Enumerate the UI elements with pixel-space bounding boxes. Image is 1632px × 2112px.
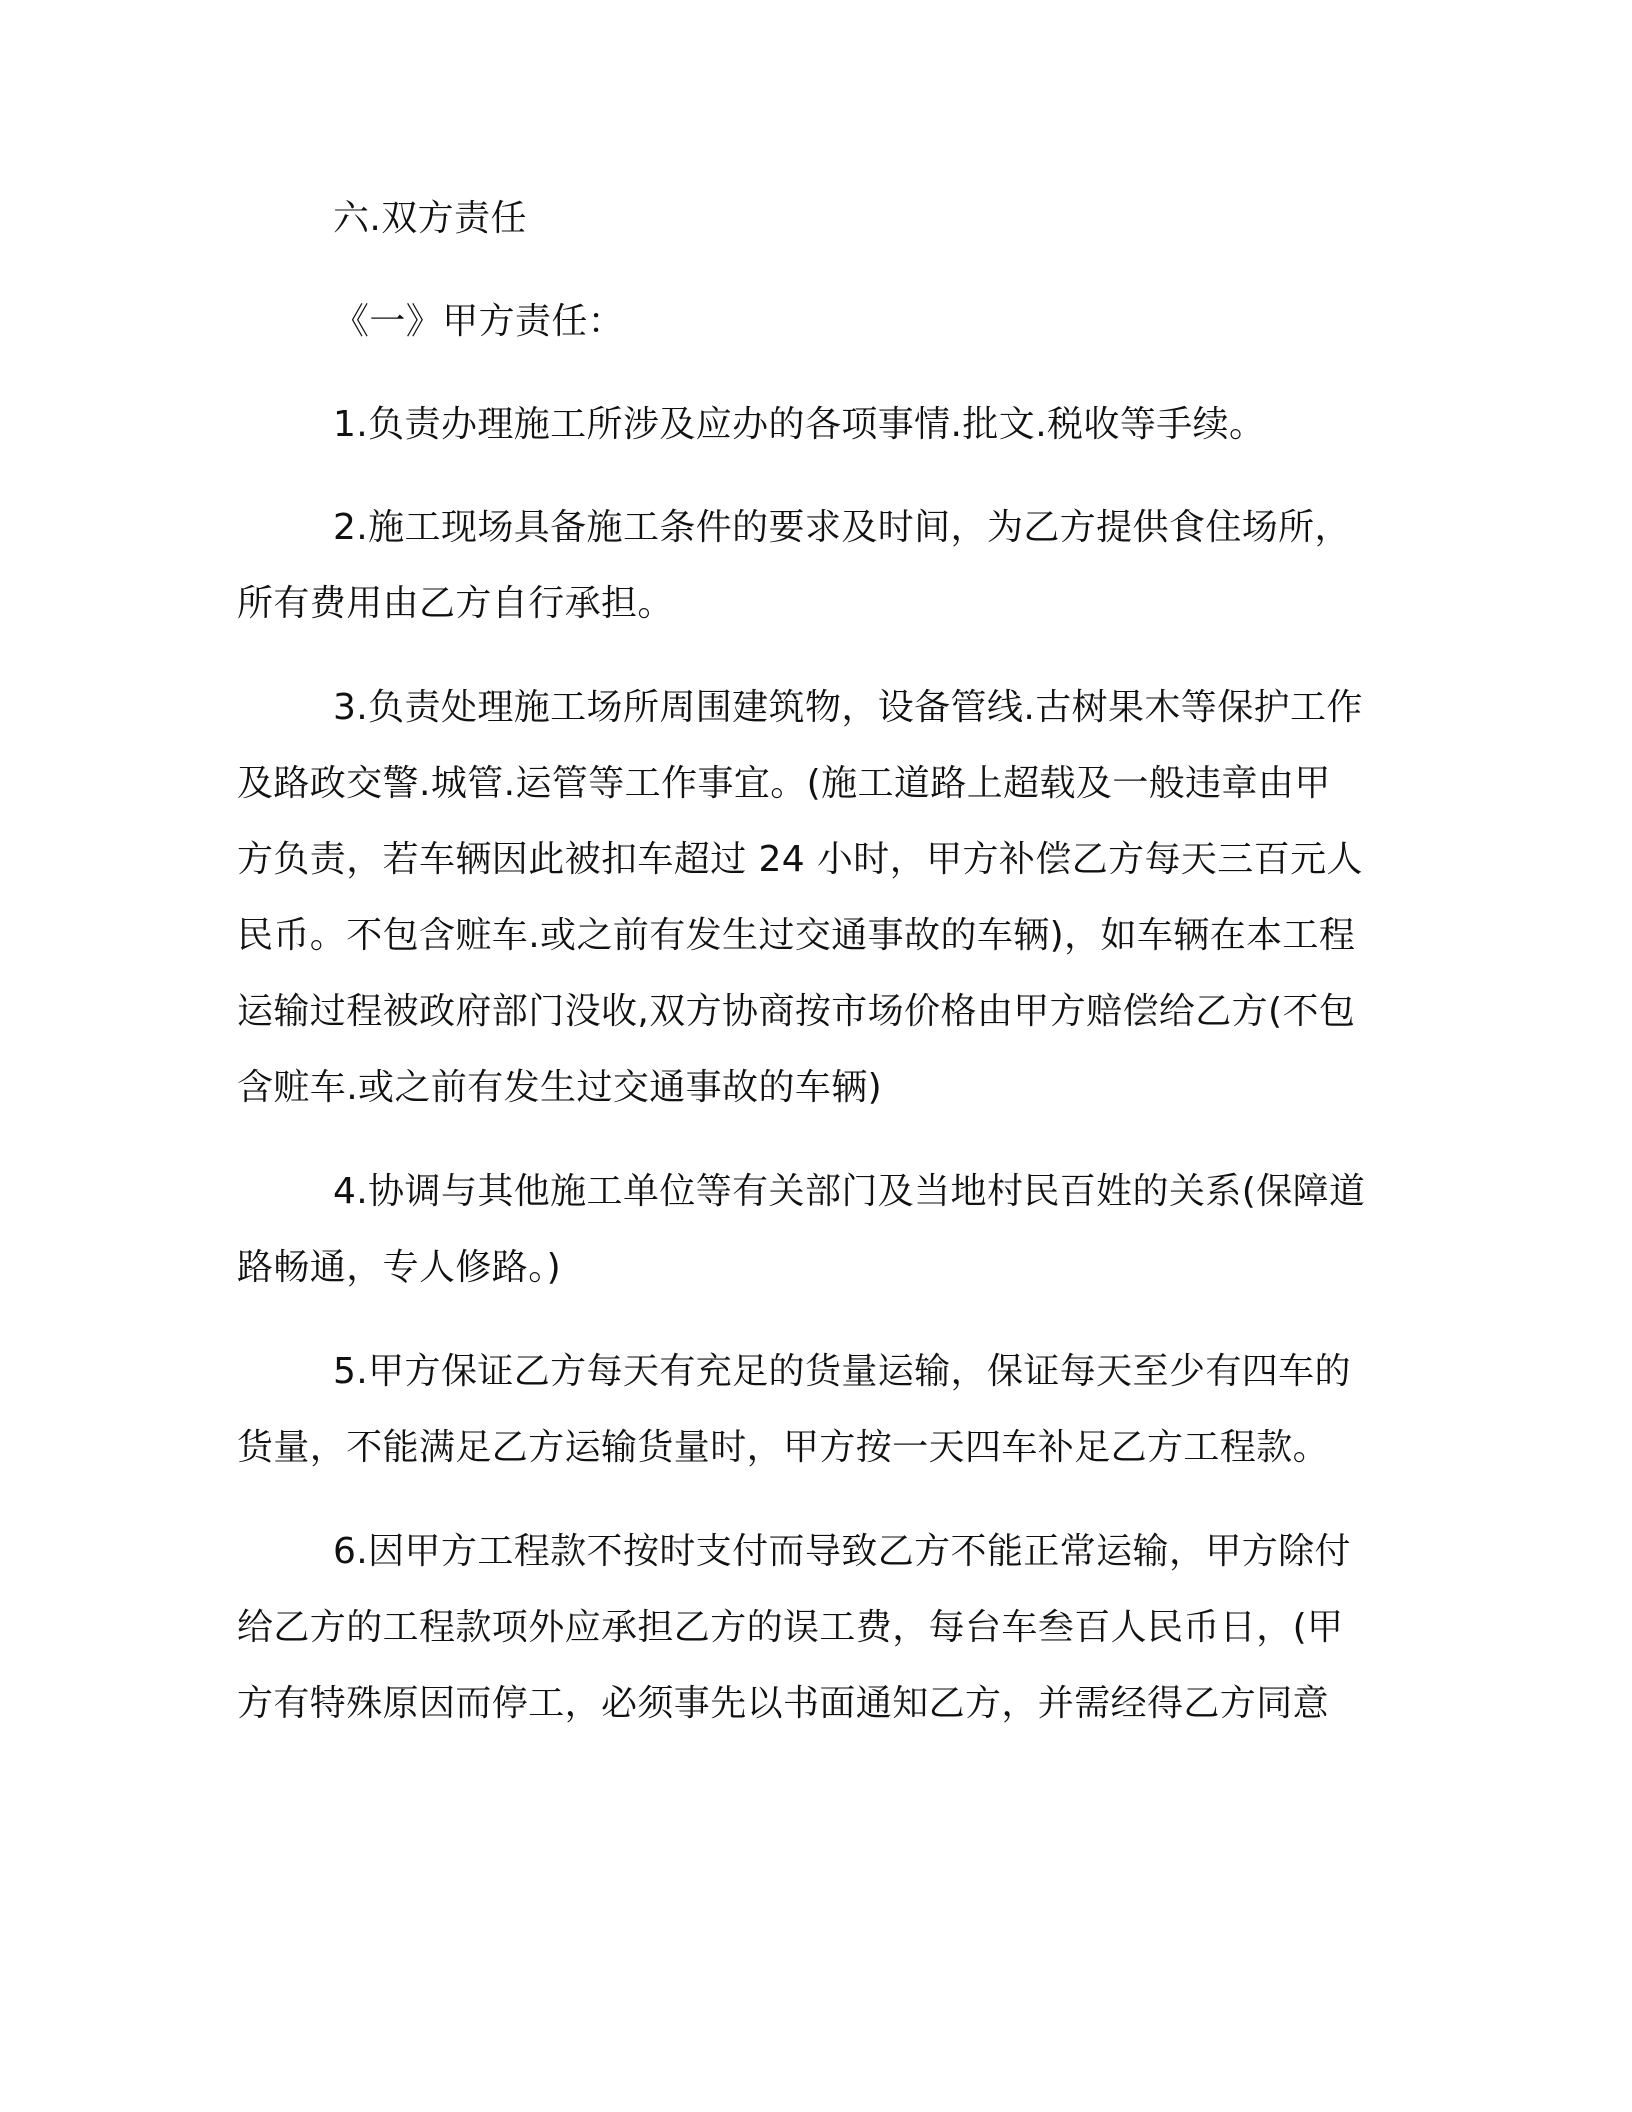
- item-6-line-3: 方有特殊原因而停工，必须事先以书面通知乙方，并需经得乙方同意: [237, 1683, 1330, 1724]
- item-3-line-4: 民币。不包含赃车.或之前有发生过交通事故的车辆)，如车辆在本工程: [237, 915, 1356, 956]
- item-3-line-3: 方负责，若车辆因此被扣车超过 24 小时，甲方补偿乙方每天三百元人: [237, 839, 1363, 880]
- item-5-line-2: 货量，不能满足乙方运输货量时，甲方按一天四车补足乙方工程款。: [237, 1427, 1330, 1468]
- item-4-line-2: 路畅通，专人修路。): [237, 1247, 562, 1288]
- item-3-line-2: 及路政交警.城管.运管等工作事宜。(施工道路上超载及一般违章由甲: [237, 763, 1331, 804]
- item-2-line-2: 所有费用由乙方自行承担。: [237, 583, 674, 624]
- item-3-line-1: 3.负责处理施工场所周围建筑物，设备管线.古树果木等保护工作: [333, 687, 1363, 728]
- section-title: 六.双方责任: [333, 198, 527, 239]
- subsection-title: 《一》甲方责任：: [333, 301, 625, 342]
- item-1-line-1: 1.负责办理施工所涉及应办的各项事情.批文.税收等手续。: [333, 404, 1266, 445]
- item-2-line-1: 2.施工现场具备施工条件的要求及时间，为乙方提供食住场所，: [333, 507, 1351, 548]
- item-3-line-6: 含赃车.或之前有发生过交通事故的车辆): [237, 1067, 883, 1108]
- item-5-line-1: 5.甲方保证乙方每天有充足的货量运输，保证每天至少有四车的: [333, 1351, 1351, 1392]
- item-6-line-2: 给乙方的工程款项外应承担乙方的误工费，每台车叁百人民币日，(甲: [237, 1607, 1344, 1648]
- item-4-line-1: 4.协调与其他施工单位等有关部门及当地村民百姓的关系(保障道: [333, 1171, 1366, 1212]
- item-6-line-1: 6.因甲方工程款不按时支付而导致乙方不能正常运输，甲方除付: [333, 1531, 1351, 1572]
- item-3-line-5: 运输过程被政府部门没收,双方协商按市场价格由甲方赔偿给乙方(不包: [237, 991, 1356, 1032]
